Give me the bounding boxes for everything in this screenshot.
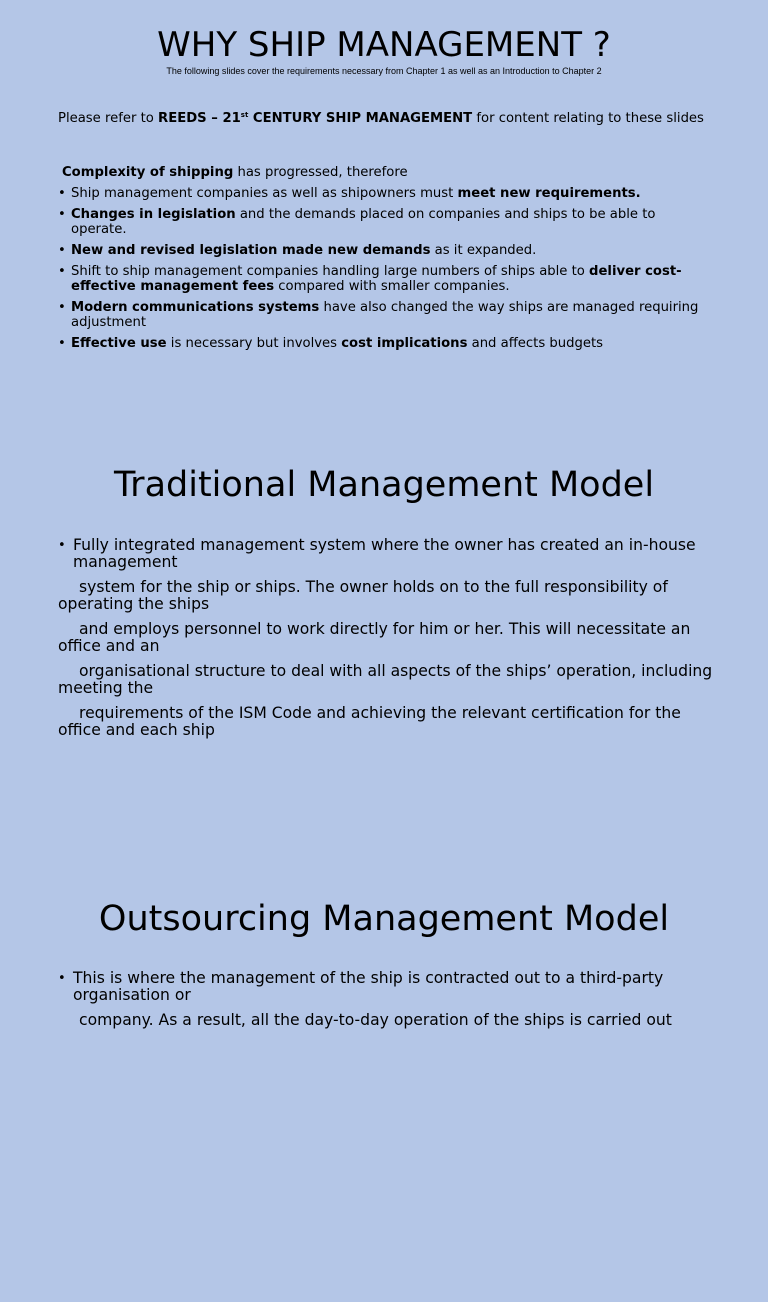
list-item [58, 264, 710, 294]
list-item [58, 243, 710, 258]
slide-outsourcing-model [0, 868, 768, 1302]
item-text: Ship management companies as well as shipowners must [71, 186, 458, 201]
reference-note [58, 108, 708, 126]
slide-title: Outsourcing Management Model [98, 899, 670, 939]
slide-subtitle: The following slides cover the requirements necessary from Chapter 1 as well as an Introduction to Chapter 2 [166, 66, 602, 76]
intro-rest: has progressed, therefore [233, 165, 408, 180]
reference-post: for content relating to these slides [472, 111, 704, 126]
body-line: • Fully integrated management system where the owner has created an in-house management [58, 537, 714, 571]
intro-line [62, 165, 408, 180]
item-bold: deliver cost-effective management fees [71, 264, 682, 294]
slide-why-ship-management [0, 0, 768, 434]
body-line: • This is where the management of the ship is contracted out to a third-party organisation or [58, 970, 714, 1004]
item-bold: Changes in legislation [71, 207, 236, 222]
body-line: and employs personnel to work directly for him or her. This will necessitate an office and an [58, 620, 691, 655]
item-text: and the demands placed on companies and ships to be able to operate. [71, 207, 656, 237]
list-item [58, 300, 710, 330]
reference-book-b: CENTURY SHIP MANAGEMENT [248, 111, 473, 126]
slide-body [58, 537, 714, 747]
item-bold: Effective use [71, 336, 167, 351]
list-item [58, 207, 710, 237]
slide-title: Traditional Management Model [113, 465, 655, 505]
item-text: have also changed the way ships are managed requiring adjustment [71, 300, 699, 330]
list-item [58, 336, 710, 351]
body-line: requirements of the ISM Code and achieving the relevant certification for the office and each ship [58, 704, 681, 739]
slide-body [58, 970, 714, 1037]
list-item [58, 186, 710, 201]
slide-traditional-model [0, 434, 768, 868]
item-bold: Modern communications systems [71, 300, 320, 315]
slide-title: WHY SHIP MANAGEMENT ? [157, 25, 611, 65]
item-bold: meet new requirements. [457, 186, 641, 201]
body-line: system for the ship or ships. The owner holds on to the full responsibility of operating the ships [58, 578, 668, 613]
reference-sup: st [240, 111, 249, 119]
body-line: company. As a result, all the day-to-day operation of the ships is carried out [79, 1011, 672, 1029]
item-bold: cost implications [341, 336, 468, 351]
item-text: is necessary but involves [166, 336, 342, 351]
item-bold: New and revised legislation made new demands [71, 243, 431, 258]
requirements-list [58, 186, 710, 357]
reference-pre: Please refer to [58, 111, 159, 126]
item-text: Shift to ship management companies handling large numbers of ships able to [71, 264, 590, 279]
reference-book-a: REEDS – 21 [158, 111, 241, 126]
item-text: compared with smaller companies. [274, 279, 510, 294]
intro-bold: Complexity of shipping [62, 165, 234, 180]
body-line: organisational structure to deal with all aspects of the ships’ operation, including meeting the [58, 662, 713, 697]
item-text: and affects budgets [467, 336, 604, 351]
item-text: as it expanded. [430, 243, 537, 258]
